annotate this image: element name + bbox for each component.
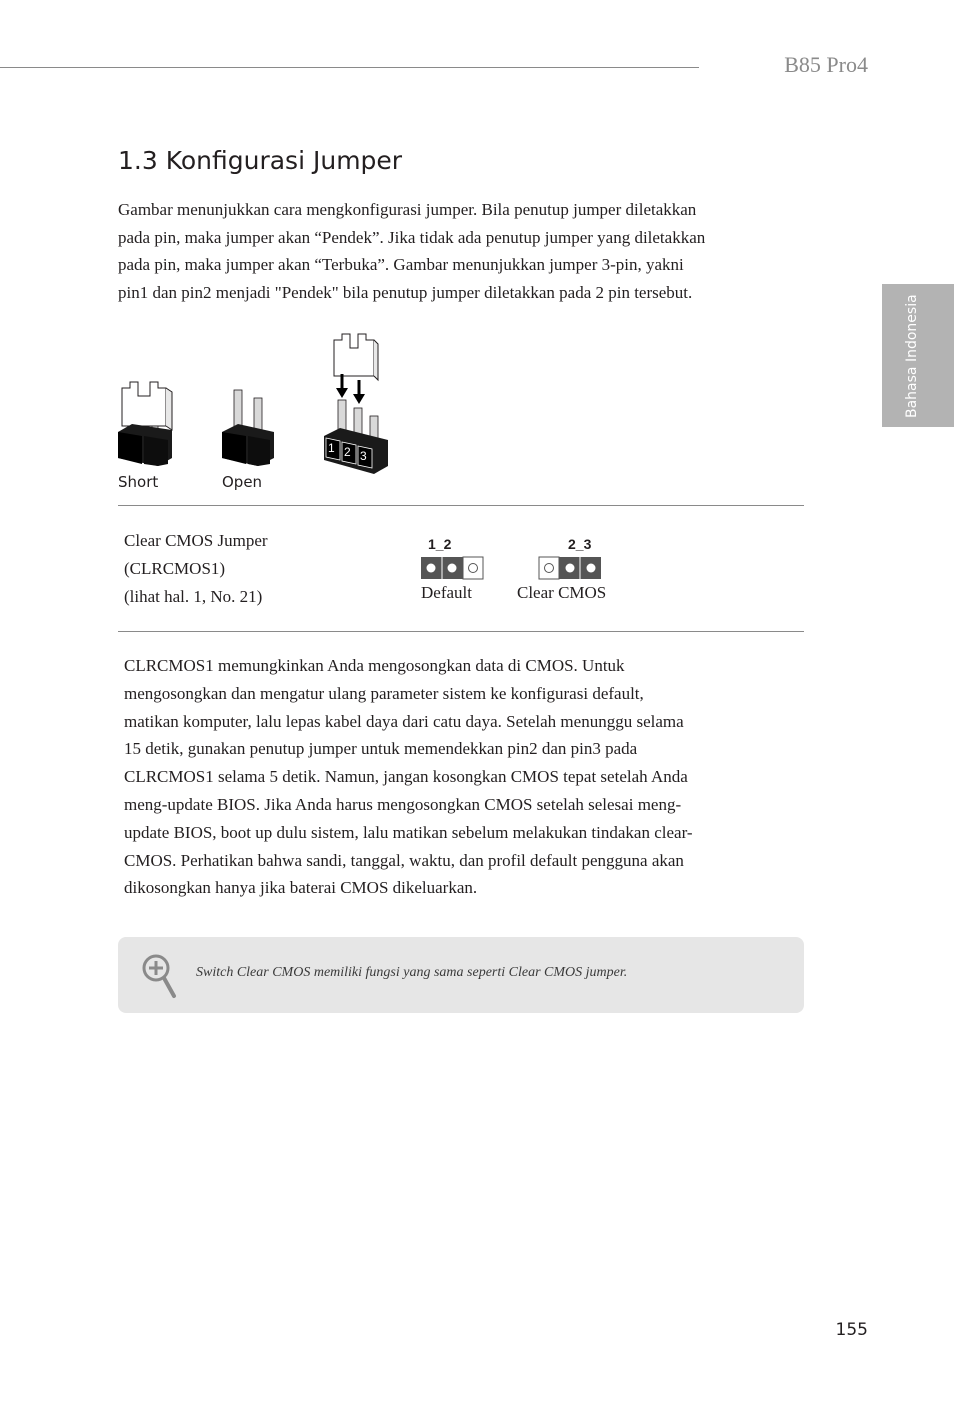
- default-caption: Default: [421, 583, 472, 602]
- short-jumper-illustration: [118, 382, 172, 466]
- clrcmos-paragraph: [124, 652, 764, 902]
- clear-cmos-caption: Clear CMOS: [517, 583, 607, 602]
- body-line: CLRCMOS1 memungkinkan Anda mengosongkan data di CMOS. Untuk: [124, 656, 625, 675]
- body-line: mengosongkan dan mengatur ulang parameter sistem ke konfigurasi default,: [124, 683, 644, 703]
- short-label: Short: [118, 473, 159, 491]
- model-name: B85 Pro4: [784, 52, 868, 77]
- clear-pins-label: 2_3: [568, 536, 592, 552]
- body-line: update BIOS, boot up dulu sistem, lalu matikan sebelum melakukan tindakan clear-: [124, 822, 693, 842]
- jumper-name-line: Clear CMOS Jumper: [124, 531, 268, 550]
- body-line: matikan komputer, lalu lepas kabel daya dari catu daya. Setelah menunggu selama: [124, 711, 684, 731]
- pin-number-2: 2: [344, 445, 351, 459]
- intro-paragraph: [118, 196, 768, 306]
- jumper-name-line: (CLRCMOS1): [124, 559, 226, 578]
- note-box: [118, 937, 804, 1013]
- intro-line: pin1 dan pin2 menjadi "Pendek" bila penutup jumper diletakkan pada 2 pin tersebut.: [118, 282, 693, 302]
- intro-line: Gambar menunjukkan cara mengkonfigurasi jumper. Bila penutup jumper diletakkan: [118, 200, 697, 219]
- default-pin-setting: [420, 556, 484, 580]
- language-tab-label: Bahasa Indonesia: [904, 294, 920, 418]
- pin-number-1: 1: [328, 441, 335, 455]
- section-title: 1.3 Konfigurasi Jumper: [118, 146, 403, 175]
- default-pins-label: 1_2: [428, 536, 452, 552]
- open-jumper-illustration: [222, 390, 274, 466]
- magnifier-icon: [140, 952, 180, 1000]
- clear-cmos-pin-setting: [538, 556, 602, 580]
- body-line: dikosongkan hanya jika baterai CMOS dikeluarkan.: [124, 878, 478, 898]
- intro-line: pada pin, maka jumper akan “Pendek”. Jika tidak ada penutup jumper yang diletakkan: [118, 227, 706, 247]
- three-pin-jumper-illustration: [324, 334, 388, 474]
- table-bottom-rule: [118, 631, 804, 632]
- intro-line: pada pin, maka jumper akan “Terbuka”. Gambar menunjukkan jumper 3-pin, yakni: [118, 255, 684, 274]
- body-line: 15 detik, gunakan penutup jumper untuk memendekkan pin2 dan pin3 pada: [124, 739, 638, 759]
- header-rule: [0, 67, 699, 68]
- open-label: Open: [222, 473, 263, 491]
- pin-number-3: 3: [360, 449, 367, 463]
- jumper-diagram: [118, 332, 390, 492]
- body-line: CMOS. Perhatikan bahwa sandi, tanggal, waktu, dan profil default pengguna akan: [124, 850, 684, 870]
- jumper-name-line: (lihat hal. 1, No. 21): [124, 587, 263, 606]
- jumper-name: [124, 527, 268, 611]
- body-line: meng-update BIOS. Jika Anda harus mengosongkan CMOS setelah selesai meng-: [124, 794, 682, 814]
- body-line: CLRCMOS1 selama 5 detik. Namun, jangan kosongkan CMOS tepat setelah Anda: [124, 767, 688, 787]
- language-tab: [882, 284, 954, 427]
- table-top-rule: [118, 505, 804, 506]
- page-number: 155: [835, 1320, 868, 1340]
- note-text: Switch Clear CMOS memiliki fungsi yang sama seperti Clear CMOS jumper.: [196, 965, 628, 980]
